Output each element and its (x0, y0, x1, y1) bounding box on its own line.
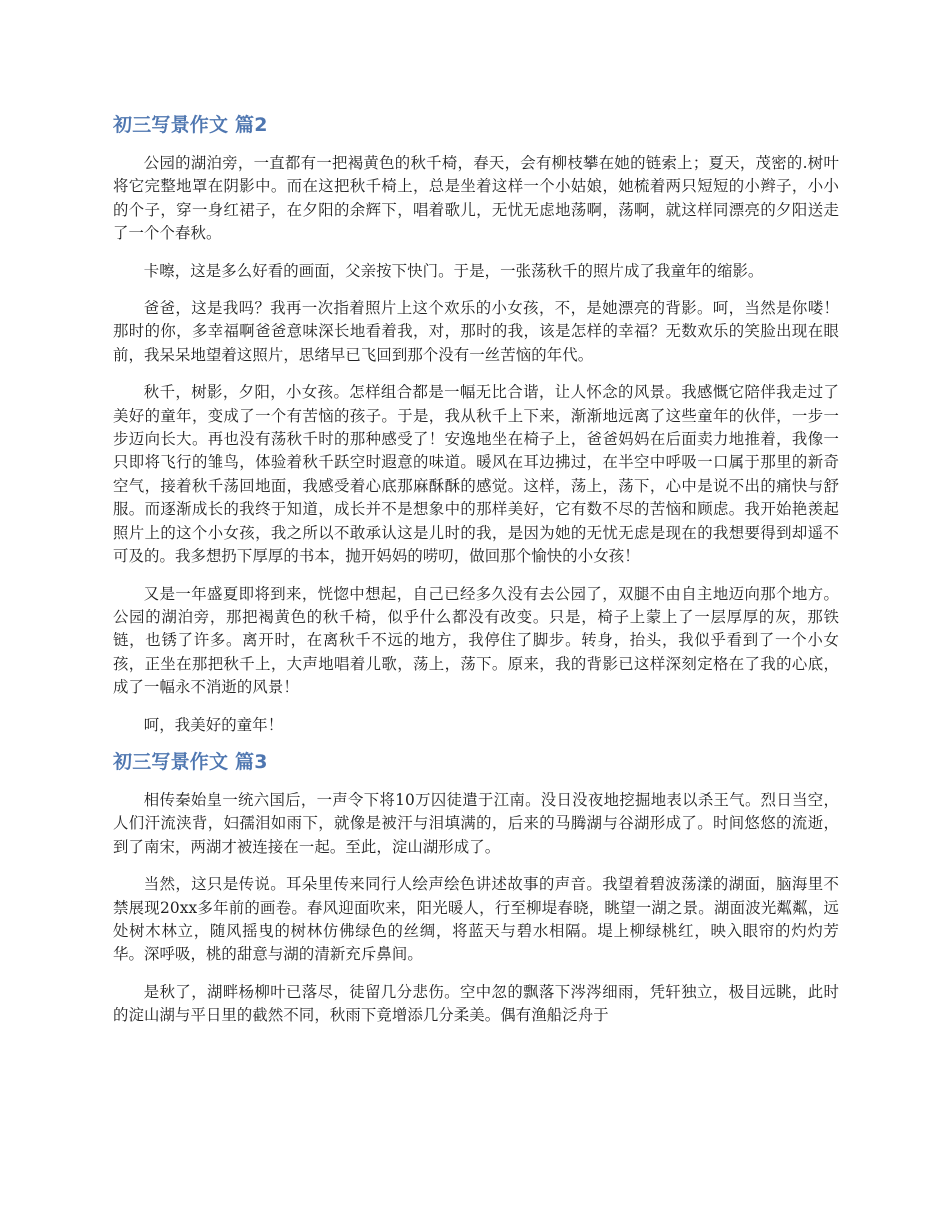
section-heading: 初三写景作文 篇2 (113, 114, 268, 136)
essay-section-3 (113, 749, 839, 1028)
paragraph: 又是一年盛夏即将到来，恍惚中想起，自己已经多久没有去公园了，双腿不由自主地迈向那个地方。公园的湖泊旁，那把褐黄色的秋千椅，似乎什么都没有改变。只是，椅子上蒙上了一层厚厚的灰，那铁链，也锈了许多。离开时，在离秋千不远的地方，我停住了脚步。转身，抬头，我似乎看到了一个小女孩，正坐在那把秋千上，大声地唱着儿歌，荡上，荡下。原来，我的背影已这样深刻定格在了我的心底，成了一幅永不消逝的风景！ (113, 584, 839, 697)
paragraph: 呵，我美好的童年！ (143, 715, 284, 734)
paragraph: 秋千，树影，夕阳，小女孩。怎样组合都是一幅无比合谐，让人怀念的风景。我感慨它陪伴我走过了美好的童年，变成了一个有苦恼的孩子。于是，我从秋千上下来，渐渐地远离了这些童年的伙伴，一步一步迈向长大。再也没有荡秋千时的那种感受了！安逸地坐在椅子上，爸爸妈妈在后面卖力地推着，我像一只即将飞行的雏鸟，体验着秋千跃空时遐意的味道。暖风在耳边拂过，在半空中呼吸一口属于那里的新奇空气，接着秋千荡回地面，我感受着心底那麻酥酥的感觉。这样，荡上，荡下，心中是说不出的痛快与舒服。而逐渐成长的我终于知道，成长并不是想象中的那样美好，它有数不尽的苦恼和顾虑。我开始艳羡起照片上的这个小女孩，我之所以不敢承认这是儿时的我，是因为她的无忧无虑是现在的我想要得到却遥不可及的。我多想扔下厚厚的书本，抛开妈妈的唠叨，做回那个愉快的小女孩！ (113, 383, 839, 566)
paragraph: 相传秦始皇一统六国后，一声令下将10万囚徒遣于江南。没日没夜地挖掘地表以杀王气。烈日当空，人们汗流浃背，妇孺泪如雨下，就像是被汗与泪填满的，后来的马腾湖与谷湖形成了。时间悠悠的流逝，到了南宋，两湖才被连接在一起。至此，淀山湖形成了。 (113, 790, 839, 856)
paragraph: 爸爸，这是我吗？我再一次指着照片上这个欢乐的小女孩，不，是她漂亮的背影。呵，当然是你喽！那时的你，多幸福啊爸爸意味深长地看着我，对，那时的我，该是怎样的幸福？无数欢乐的笑脸出现在眼前，我呆呆地望着这照片，思绪早已飞回到那个没有一丝苦恼的年代。 (113, 299, 839, 364)
document-page (113, 104, 839, 1042)
section-heading: 初三写景作文 篇3 (113, 750, 268, 773)
essay-section-2 (113, 112, 839, 737)
paragraph: 当然，这只是传说。耳朵里传来同行人绘声绘色讲述故事的声音。我望着碧波荡漾的湖面，脑海里不禁展现20xx多年前的画卷。春风迎面吹来，阳光暖人，行至柳堤春晓，眺望一湖之景。湖面波光粼粼，远处树木林立，随风摇曳的树林仿佛绿色的丝绸，将蓝天与碧水相隔。堤上柳绿桃红，映入眼帘的灼灼芳华。深呼吸，桃的甜意与湖的清新充斥鼻间。 (113, 875, 839, 964)
paragraph: 卡嚓，这是多么好看的画面，父亲按下快门。于是，一张荡秋千的照片成了我童年的缩影。 (143, 261, 764, 280)
paragraph: 公园的湖泊旁，一直都有一把褐黄色的秋千椅，春天，会有柳枝攀在她的链索上；夏天，茂密的.树叶将它完整地罩在阴影中。而在这把秋千椅上，总是坐着这样一个小姑娘，她梳着两只短短的小辫子，小小的个子，穿一身红裙子，在夕阳的余辉下，唱着歌儿，无忧无虑地荡啊，荡啊，就这样同漂亮的夕阳送走了一个个春秋。 (113, 154, 839, 243)
paragraph: 是秋了，湖畔杨柳叶已落尽，徒留几分悲伤。空中忽的飘落下涔涔细雨，凭轩独立，极目远眺，此时的淀山湖与平日里的截然不同，秋雨下竟增添几分柔美。偶有渔船泛舟于 (113, 982, 839, 1025)
